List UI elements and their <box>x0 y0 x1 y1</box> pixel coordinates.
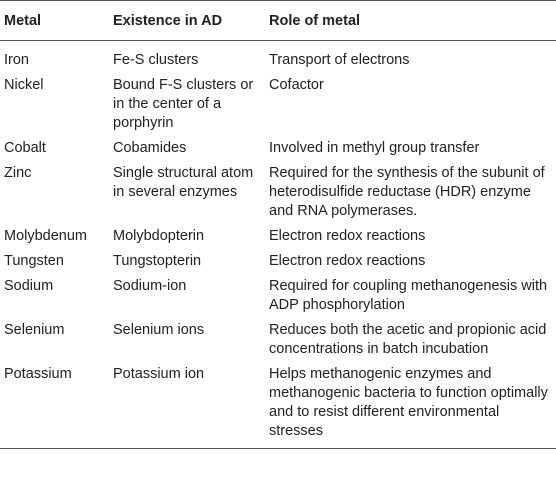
table-row <box>0 223 556 248</box>
table-header <box>0 1 556 41</box>
cell-role: Required for coupling methanogenesis with ADP phosphorylation <box>269 278 548 313</box>
cell-existence: Single structural atom in several enzymes <box>113 165 254 200</box>
cell-metal: Sodium <box>4 278 54 294</box>
cell-metal: Molybdenum <box>4 228 88 244</box>
cell-metal: Tungsten <box>4 253 64 269</box>
table-row <box>0 273 556 317</box>
cell-existence: Cobamides <box>113 140 187 156</box>
cell-existence: Bound F-S clusters or in the center of a porphyrin <box>113 77 254 131</box>
header-row <box>0 1 556 41</box>
table-body <box>0 41 556 449</box>
cell-role: Required for the synthesis of the subunit of heterodisulfide reductase (HDR) enzyme and RNA polymerases. <box>269 165 545 219</box>
cell-role: Involved in methyl group transfer <box>269 140 480 156</box>
cell-metal: Selenium <box>4 322 65 338</box>
cell-existence: Fe-S clusters <box>113 52 199 68</box>
cell-role: Reduces both the acetic and propionic acid concentrations in batch incubation <box>269 322 547 357</box>
cell-metal: Nickel <box>4 77 44 93</box>
cell-role: Electron redox reactions <box>269 253 426 269</box>
cell-metal: Cobalt <box>4 140 46 156</box>
cell-role: Electron redox reactions <box>269 228 426 244</box>
cell-metal: Iron <box>4 52 29 68</box>
table-row <box>0 160 556 223</box>
cell-existence: Molybdopterin <box>113 228 205 244</box>
cell-existence: Potassium ion <box>109 361 265 449</box>
cell-role: Helps methanogenic enzymes and methanogenic bacteria to function optimally and to resist different environmental stresses <box>265 361 556 449</box>
table-row <box>0 72 556 135</box>
table-row <box>0 41 556 73</box>
table-row <box>0 135 556 160</box>
header-metal: Metal <box>0 1 109 41</box>
cell-role: Transport of electrons <box>269 52 410 68</box>
cell-metal: Zinc <box>4 165 32 181</box>
cell-existence: Tungstopterin <box>113 253 202 269</box>
header-role: Role of metal <box>265 1 556 41</box>
cell-existence: Selenium ions <box>113 322 205 338</box>
cell-existence: Sodium-ion <box>113 278 187 294</box>
table-row <box>0 317 556 361</box>
cell-metal: Potassium <box>0 361 109 449</box>
cell-role: Cofactor <box>269 77 324 93</box>
table-row <box>0 248 556 273</box>
header-existence: Existence in AD <box>109 1 265 41</box>
table-row <box>0 361 556 449</box>
